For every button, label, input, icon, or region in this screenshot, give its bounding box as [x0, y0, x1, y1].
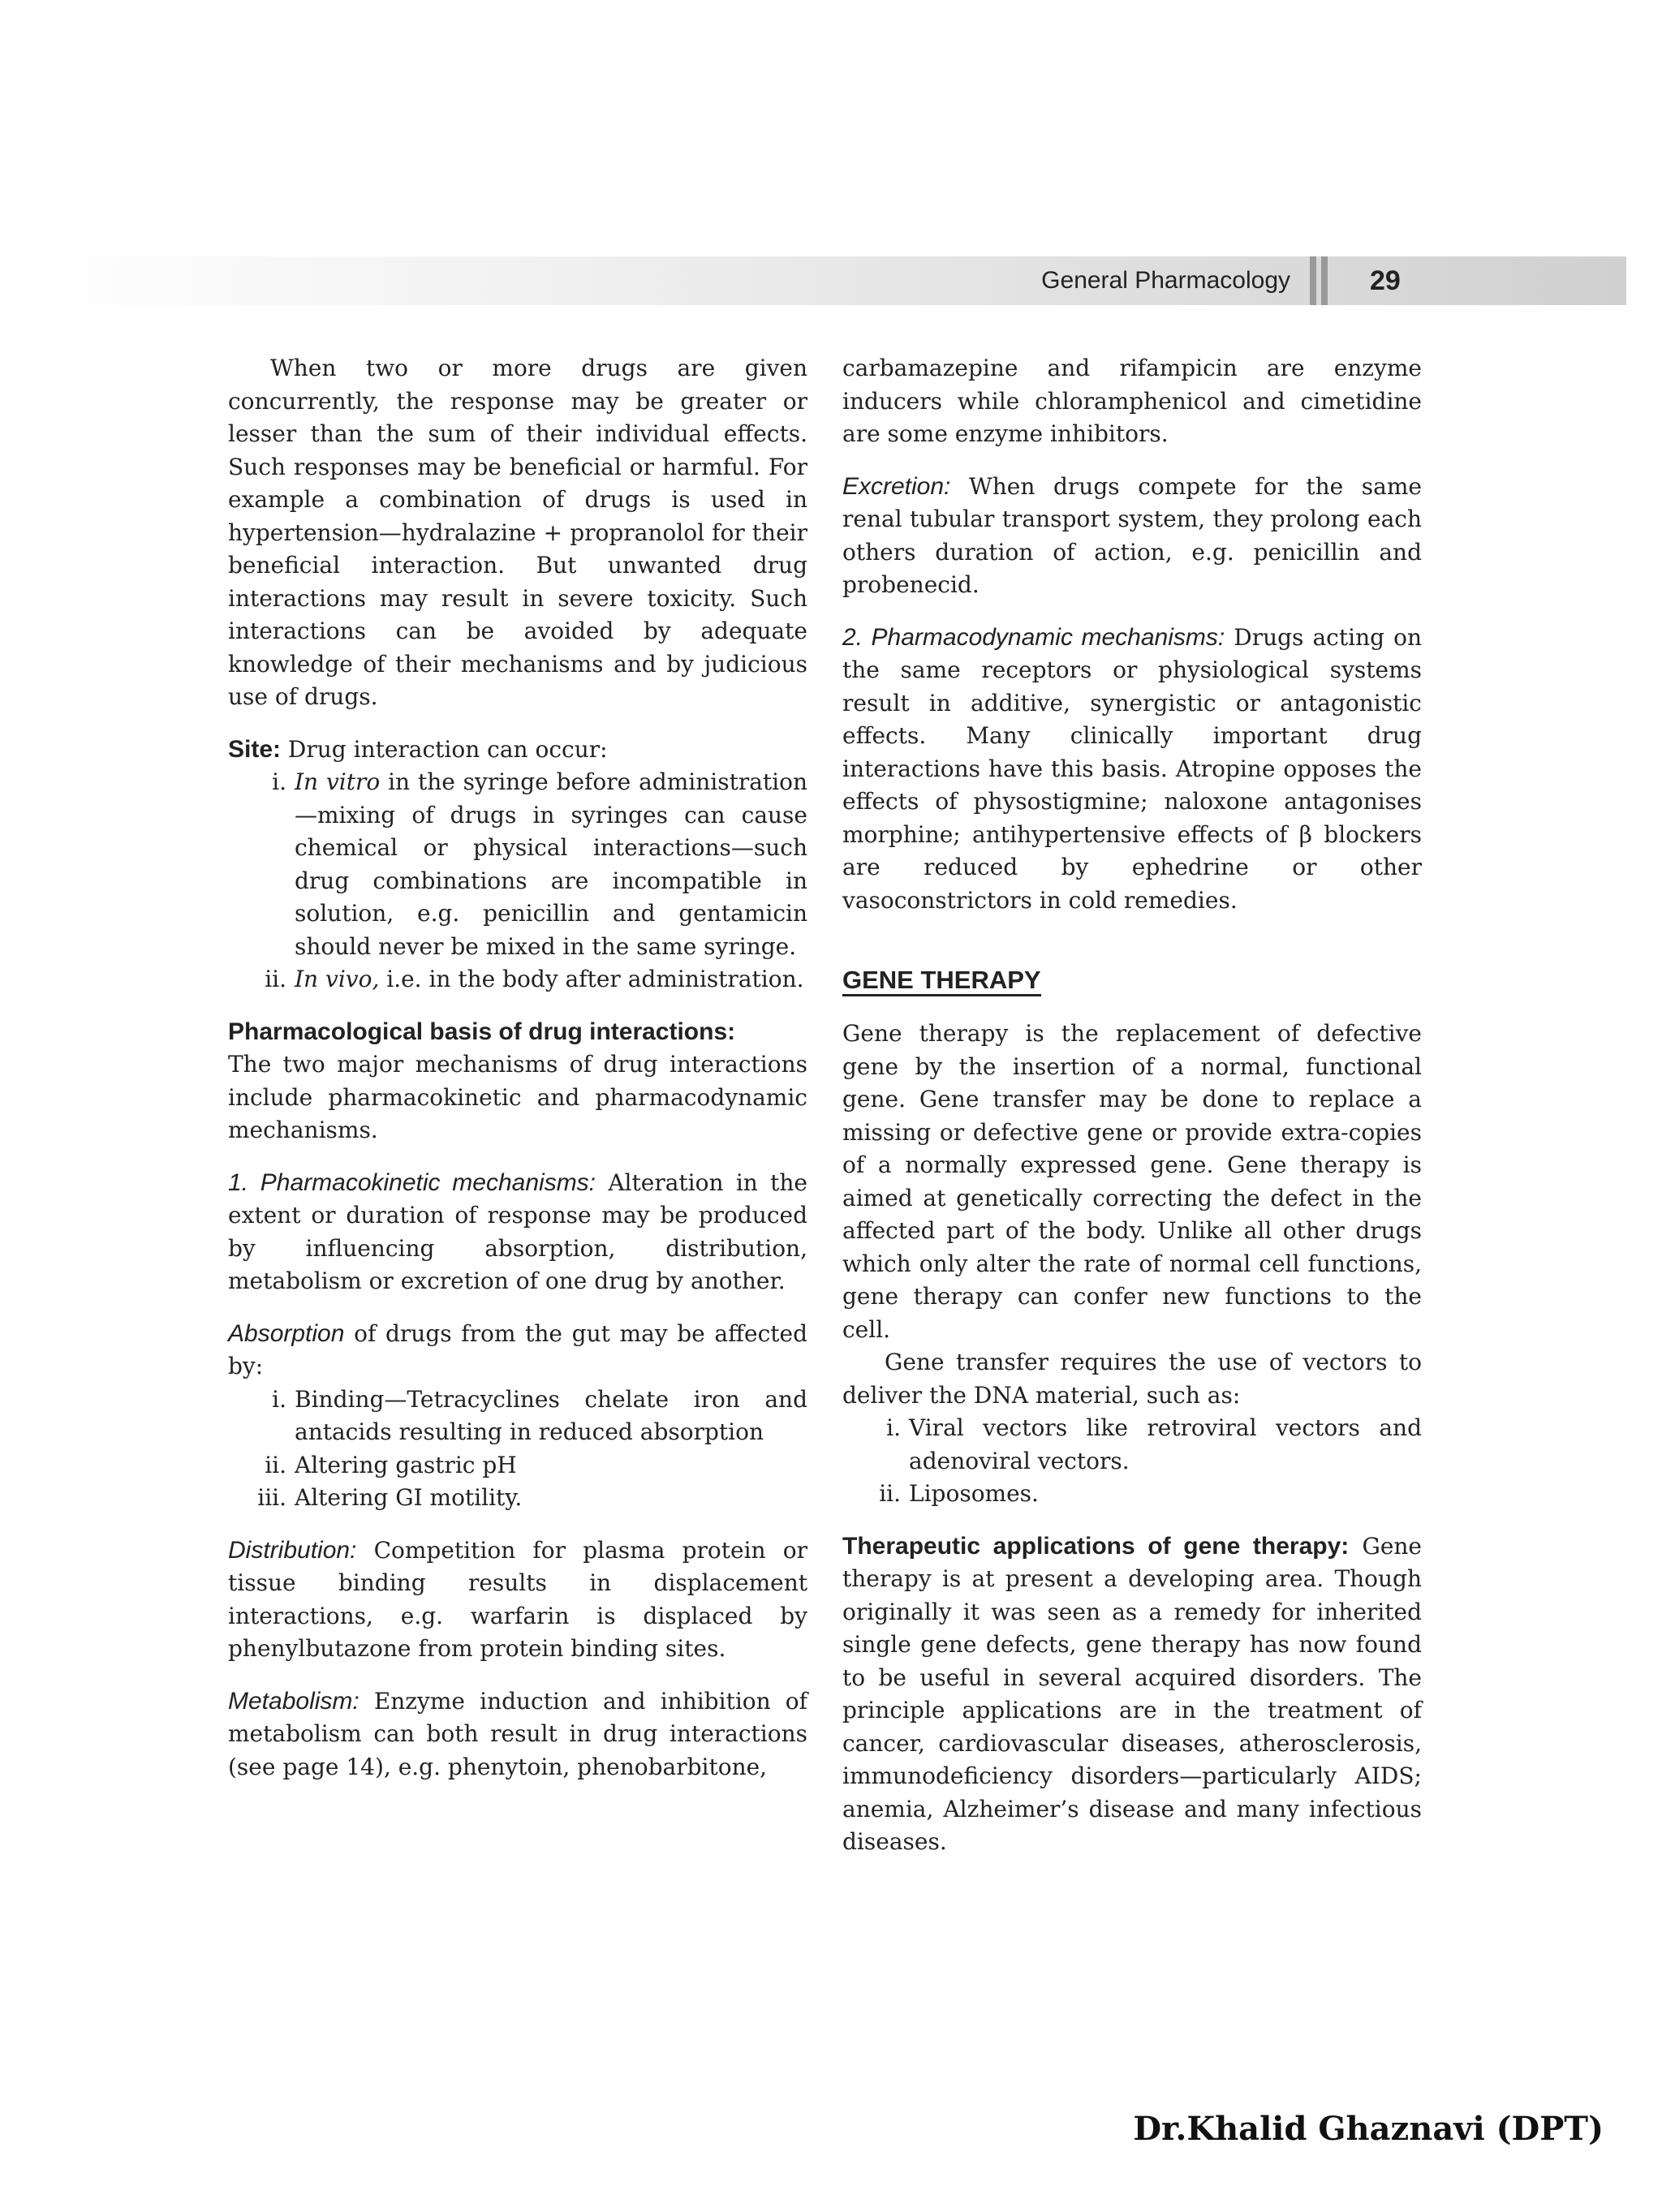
- list-number: iii.: [257, 1484, 286, 1511]
- pk-label: 1. Pharmacokinetic mechanisms:: [228, 1168, 596, 1196]
- distribution-text: Competition for plasma protein or tissue binding results in displacement interactions, e.g. warfarin is displaced by phenylbutazone from protein binding sites.: [228, 1536, 807, 1662]
- metabolism-text: Enzyme induction and inhibition of metabolism can both result in drug interactions (see page 14), e.g. phenytoin, phenobarbitone,: [228, 1687, 807, 1780]
- left-column: [228, 352, 807, 1784]
- list-item: [228, 1482, 807, 1515]
- site-paragraph: [228, 734, 807, 767]
- list-item: [842, 1412, 1422, 1478]
- list-text: Binding—Tetracyclines chelate iron and antacids resulting in reduced absorption: [295, 1385, 807, 1445]
- basis-heading-text: Pharmacological basis of drug interactions:: [228, 1018, 736, 1045]
- list-body: in the syringe before administration—mixing of drugs in syringes can cause chemical or physical interactions—such drug combinations are incompatible in solution, e.g. penicillin and gentamicin should never be mixed in the same syringe.: [295, 768, 808, 960]
- list-number: i.: [272, 1385, 286, 1413]
- pharmacokinetic-paragraph: [228, 1167, 807, 1298]
- list-number: ii.: [265, 1451, 286, 1478]
- list-number: ii.: [265, 966, 286, 992]
- absorption-paragraph: [228, 1318, 807, 1384]
- list-item: [842, 1478, 1422, 1511]
- list-item: [228, 1449, 807, 1483]
- basis-paragraph: The two major mechanisms of drug interactions include pharmacokinetic and pharmacodynamic mechanisms.: [228, 1051, 807, 1143]
- list-number: i.: [886, 1414, 901, 1441]
- metabolism-label: Metabolism:: [228, 1687, 360, 1715]
- list-text: Viral vectors like retroviral vectors and adenoviral vectors.: [909, 1414, 1422, 1474]
- site-list: [228, 766, 807, 996]
- distribution-paragraph: [228, 1534, 807, 1666]
- applications-label: Therapeutic applications of gene therapy:: [842, 1532, 1350, 1560]
- gene-transfer-paragraph: Gene transfer requires the use of vectors to deliver the DNA material, such as:: [842, 1349, 1422, 1409]
- gene-paragraph: Gene therapy is the replacement of defective gene by the insertion of a normal, functional gene. Gene transfer may be done to replace a missing or defective gene or provide extra-copies of a normally expressed gene. Gene therapy is aimed at genetically correcting the defect in the affected part of the body. Unlike all other drugs which only alter the rate of normal cell functions, gene therapy can confer new functions to the cell.: [842, 1020, 1422, 1343]
- list-text: [295, 766, 807, 963]
- list-text: Liposomes.: [909, 1480, 1039, 1507]
- list-item: [228, 766, 807, 963]
- intro-paragraph: When two or more drugs are given concurrently, the response may be greater or lesser than the sum of their individual effects. Such responses may be beneficial or harmful. For example a combination of drugs is used in hypertension—hydralazine + propranolol for their beneficial interaction. But unwanted drug interactions may result in severe toxicity. Such interactions can be avoided by adequate knowledge of their mechanisms and by judicious use of drugs.: [228, 355, 807, 710]
- list-item: [228, 963, 807, 996]
- running-head: General Pharmacology: [1041, 267, 1290, 294]
- list-item: [228, 1384, 807, 1449]
- applications-paragraph: [842, 1530, 1422, 1859]
- site-text: Drug interaction can occur:: [281, 735, 608, 763]
- header-divider: [1310, 256, 1316, 305]
- list-number: i.: [272, 768, 286, 795]
- excretion-text: When drugs compete for the same renal tubular transport system, they prolong each others duration of action, e.g. penicillin and probenecid.: [842, 472, 1422, 598]
- pharmacodynamic-paragraph: [842, 622, 1422, 918]
- absorption-text: of drugs from the gut may be affected by:: [228, 1319, 807, 1379]
- list-lead: In vitro: [295, 768, 381, 795]
- site-label: Site:: [228, 735, 282, 763]
- vector-list: [842, 1412, 1422, 1511]
- metabolism-paragraph: [228, 1685, 807, 1784]
- excretion-paragraph: [842, 471, 1422, 602]
- section-heading: [842, 964, 1422, 996]
- list-number: ii.: [879, 1480, 901, 1507]
- page-number: 29: [1370, 265, 1401, 296]
- right-column: [842, 352, 1422, 1859]
- pk-text: Alteration in the extent or duration of response may be produced by influencing absorption, distribution, metabolism or excretion of one drug by another.: [228, 1168, 807, 1294]
- applications-text: Gene therapy is at present a developing area. Though originally it was seen as a remedy for inherited single gene defects, gene therapy has now found to be useful in several acquired disorders. The principle applications are in the treatment of cancer, cardiovascular diseases, atherosclerosis, immunodeficiency disorders—particularly AIDS; anemia, Alzheimer’s disease and many infectious diseases.: [842, 1532, 1422, 1855]
- excretion-label: Excretion:: [842, 472, 951, 500]
- absorption-label: Absorption: [228, 1319, 345, 1347]
- continuation-paragraph: carbamazepine and rifampicin are enzyme inducers while chloramphenicol and cimetidine are some enzyme inhibitors.: [842, 355, 1422, 447]
- gene-therapy-heading: GENE THERAPY: [842, 966, 1041, 996]
- basis-heading: [228, 1016, 807, 1049]
- header-divider: [1321, 256, 1328, 305]
- list-text: Altering gastric pH: [295, 1451, 517, 1478]
- list-text: Altering GI motility.: [295, 1484, 523, 1511]
- list-text: [295, 963, 807, 996]
- list-body: i.e. in the body after administration.: [379, 966, 804, 992]
- distribution-label: Distribution:: [228, 1536, 357, 1564]
- pd-text: Drugs acting on the same receptors or physiological systems result in additive, synergistic or antagonistic effects. Many clinically important drug interactions have this basis. Atropine opposes the effects of physostigmine; naloxone antagonises morphine; antihypertensive effects of β blockers are reduced by ephedrine or other vasoconstrictors in cold remedies.: [842, 623, 1422, 914]
- signature: Dr.Khalid Ghaznavi (DPT): [1133, 2110, 1604, 2148]
- absorption-list: [228, 1384, 807, 1515]
- pd-label: 2. Pharmacodynamic mechanisms:: [842, 623, 1225, 651]
- list-lead: In vivo,: [295, 966, 380, 992]
